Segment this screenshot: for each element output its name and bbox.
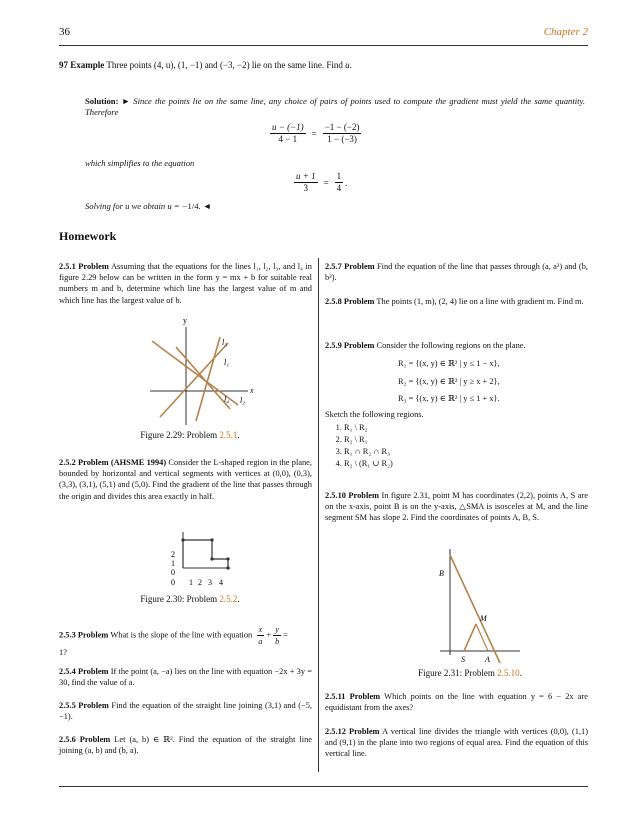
figure-2-31 [420, 545, 530, 667]
fig229-x-label: x [250, 386, 254, 395]
solution-label: Solution: [85, 96, 119, 106]
fig229-l2: l₂ [240, 396, 246, 405]
problem-2-5-8: 2.5.8 Problem The points (1, m), (2, 4) lie on a line with gradient m. Find m. [325, 297, 584, 306]
footer-rule [59, 786, 588, 787]
problem-2-5-5: 2.5.5 Problem Find the equation of the straight line joining (3,1) and (−5, −1). [59, 701, 312, 722]
simplifies-text: which simplifies to the equation [85, 158, 195, 168]
page-number: 36 [59, 26, 70, 38]
region-r2: R₂ = {(x, y) ∈ ℝ² | y ≥ x + 2}, [398, 377, 500, 386]
solving-text: Solving for u we obtain u = −1/4. ◄ [85, 201, 212, 211]
fig230-xtick-0: 0 [171, 578, 175, 587]
figure-2-30 [168, 528, 248, 590]
fig230-ytick-1: 1 [171, 559, 175, 568]
example-label: 97 Example [59, 60, 105, 70]
problem-2-5-4: 2.5.4 Problem If the point (a, −a) lies on the line with equation −2x + 3y = 30, find the value of a. [59, 667, 312, 688]
fig230-ytick-2: 2 [171, 550, 175, 559]
problem-2-5-6: 2.5.6 Problem Let (a, b) ∈ ℝ². Find the equation of the straight line joining (a, b) and (b, a). [59, 735, 312, 756]
chapter-header: Chapter 2 [543, 26, 588, 38]
list-item: 1. R₁ \ R₂ [344, 422, 393, 434]
solution-paragraph: Solution: ► Since the points lie on the same line, any choice of pairs of points used to compute the gradient must yield the same quantity. Therefore [85, 96, 586, 118]
header-rule [59, 45, 588, 46]
fig229-l3: l₃ [222, 338, 228, 347]
fig231-A: A [485, 655, 490, 664]
fig230-xtick-1: 1 [189, 578, 193, 587]
regions-list [330, 422, 393, 470]
homework-heading: Homework [59, 229, 117, 243]
column-divider [318, 258, 319, 772]
equation-2: $\frac{u + 1}{3}$ = $\frac{1}{4}$ . [296, 171, 348, 193]
problem-2-5-9: 2.5.9 Problem Consider the following regions on the plane. [325, 341, 526, 350]
problem-2-5-2: 2.5.2 Problem (AHSME 1994) Consider the L-shaped region in the plane, bounded by horizontal and vertical segments with vertices at (0,0), (0,3), (3,3), (3,1), (5,1) and (5,0). Find the gradient of the line that passes through the origin and divides this area exactly in half. [59, 458, 312, 501]
fig231-S: S [461, 655, 465, 664]
fig229-l1: l₁ [224, 358, 230, 367]
figure-2-30-caption: Figure 2.30: Problem 2.5.2. [140, 594, 240, 604]
region-r3: R₃ = {(x, y) ∈ ℝ² | y ≤ 1 + x}. [398, 394, 500, 403]
list-item: 4. R₂ \ (R₁ ∪ R₂) [344, 458, 393, 470]
equation-1: $\frac{u - (-1)}{4 - 1}$ = $\frac{-1 - (-2)}{1 - (-3)}$ [272, 122, 360, 144]
fig229-l4: l₄ [224, 395, 230, 404]
problem-2-5-10: 2.5.10 Problem In figure 2.31, point M has coordinates (2,2), points A, S are on the x-axis, point B is on the y-axis, △SMA is isosceles at M, and the line segment SM has slope 2. Find the coordinates of points A, B, S. [325, 491, 588, 523]
fig230-xtick-2: 2 [198, 578, 202, 587]
sketch-instruction: Sketch the following regions. [325, 410, 424, 419]
problem-2-5-12: 2.5.12 Problem A vertical line divides the triangle with vertices (0,0), (1,1) and (9,1) in the plane into two regions of equal area. Find the equation of this vertical line. [325, 727, 588, 759]
fig230-xtick-4: 4 [219, 578, 223, 587]
problem-2-5-7: 2.5.7 Problem Find the equation of the line that passes through (a, a²) and (b, b²). [325, 262, 588, 283]
figure-2-29 [140, 315, 280, 427]
fig230-xtick-3: 3 [208, 578, 212, 587]
problem-2-5-3: 2.5.3 Problem What is the slope of the line with equation $\frac{x}{a}$ + $\frac{y}{b}$ = 1? [59, 625, 288, 657]
problem-2-5-11: 2.5.11 Problem Which points on the line with equation y = 6 − 2x are equidistant from the axes? [325, 692, 588, 713]
example-statement: 97 Example Three points (4, u), (1, −1) and (−3, −2) lie on the same line. Find u. [59, 60, 352, 70]
fig229-y-label: y [183, 316, 187, 325]
figure-2-31-caption: Figure 2.31: Problem 2.5.10. [418, 668, 522, 678]
problem-2-5-1: 2.5.1 Problem Assuming that the equations for the lines l₁, l₂, l₃, and l₄ in figure 2.29 below can be written in the form y = mx + b for suitable real numbers m and b, determine which line has the largest value of m and which line has the largest value of b. [59, 262, 312, 305]
list-item: 2. R₂ \ R₁ [344, 434, 393, 446]
figure-2-29-caption: Figure 2.29: Problem 2.5.1. [140, 430, 240, 440]
region-r1: R₁ = {(x, y) ∈ ℝ² | y ≤ 1 − x}, [398, 359, 500, 368]
fig231-M: M [480, 614, 487, 623]
fig231-B: B [439, 569, 444, 578]
list-item: 3. R₁ ∩ R₂ ∩ R₃ [344, 446, 393, 458]
fig230-ytick-0: 0 [171, 568, 175, 577]
